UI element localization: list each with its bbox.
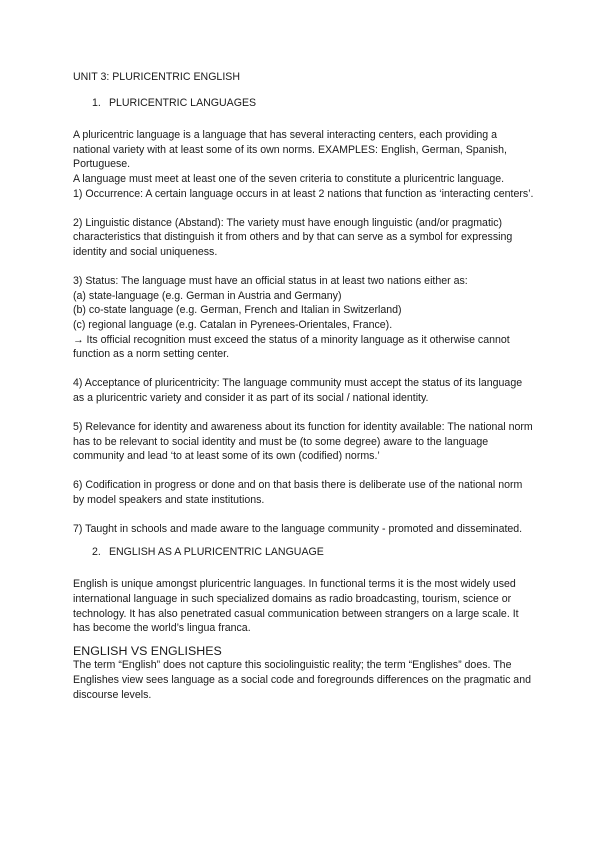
criteria-intro: A language must meet at least one of the seven criteria to constitute a pluricentric language. bbox=[73, 172, 505, 185]
spacer bbox=[73, 405, 535, 420]
spacer bbox=[73, 201, 535, 216]
criterion-status-note: → Its official recognition must exceed the status of a minority language as it otherwise cannot function as a norm setting center. bbox=[73, 333, 510, 361]
english-unique-paragraph: English is unique amongst pluricentric languages. In functional terms it is the most widely used international language in such specialized domains as radio broadcasting, tourism, science or technology. It has also penetrated casual communication between strangers on a large scale. It has become the world’s lingua franca. bbox=[73, 578, 519, 635]
intro-paragraph: A pluricentric language is a language that has several interacting centers, each providing a national variety with at least some of its own norms. EXAMPLES: English, German, Spanish, Portuguese. bbox=[73, 129, 507, 171]
criterion-codification: 6) Codification in progress or done and on that basis there is deliberate use of the national norm by model speakers and state institutions. bbox=[73, 479, 523, 507]
spacer bbox=[73, 537, 535, 545]
criterion-acceptance: 4) Acceptance of pluricentricity: The language community must accept the status of its language as a pluricentric variety and consider it as part of its social / national identity. bbox=[73, 377, 523, 404]
spacer bbox=[73, 636, 535, 644]
subheading-english-vs-englishes: ENGLISH VS ENGLISHES bbox=[73, 643, 222, 658]
spacer bbox=[73, 362, 535, 377]
criterion-status: 3) Status: The language must have an official status in at least two nations either as: bbox=[73, 275, 468, 288]
spacer bbox=[73, 260, 535, 275]
criterion-taught: 7) Taught in schools and made aware to the language community - promoted and disseminated. bbox=[73, 523, 523, 536]
englishes-paragraph: The term “English” does not capture this sociolinguistic reality; the term “Englishes” does. The Englishes view sees language as a social code and foregrounds differences on the pragmatic and discourse levels. bbox=[73, 659, 531, 701]
criterion-relevance: 5) Relevance for identity and awareness about its function for identity available: The national norm has to be relevant to social identity and must be (to some degree) aware to the language community and lead ‘to at least some of its own (codified) norms.’ bbox=[73, 421, 533, 463]
section-heading-english-pluricentric bbox=[73, 545, 535, 560]
document-page bbox=[73, 70, 535, 702]
section-title: ENGLISH AS A PLURICENTRIC LANGUAGE bbox=[108, 545, 324, 558]
criterion-status-a: (a) state-language (e.g. German in Austria and Germany) bbox=[73, 289, 342, 302]
section-number: 2. bbox=[92, 545, 101, 558]
section-number: 1. bbox=[92, 96, 101, 109]
criterion-status-c: (c) regional language (e.g. Catalan in Pyrenees-Orientales, France). bbox=[73, 318, 393, 331]
spacer bbox=[73, 508, 535, 523]
unit-title: UNIT 3: PLURICENTRIC ENGLISH bbox=[73, 71, 240, 83]
criterion-occurrence: 1) Occurrence: A certain language occurs in at least 2 nations that function as ‘interacting centers’. bbox=[73, 187, 534, 200]
section-title: PLURICENTRIC LANGUAGES bbox=[108, 96, 257, 109]
criterion-status-b: (b) co-state language (e.g. German, French and Italian in Switzerland) bbox=[73, 304, 402, 317]
section-heading-pluricentric-languages bbox=[73, 96, 535, 111]
spacer bbox=[73, 464, 535, 479]
criterion-linguistic-distance: 2) Linguistic distance (Abstand): The variety must have enough linguistic (and/or pragmatic) characteristics that distinguish it from others and by that can serve as a symbol for expressing identity and social uniqueness. bbox=[73, 216, 513, 258]
